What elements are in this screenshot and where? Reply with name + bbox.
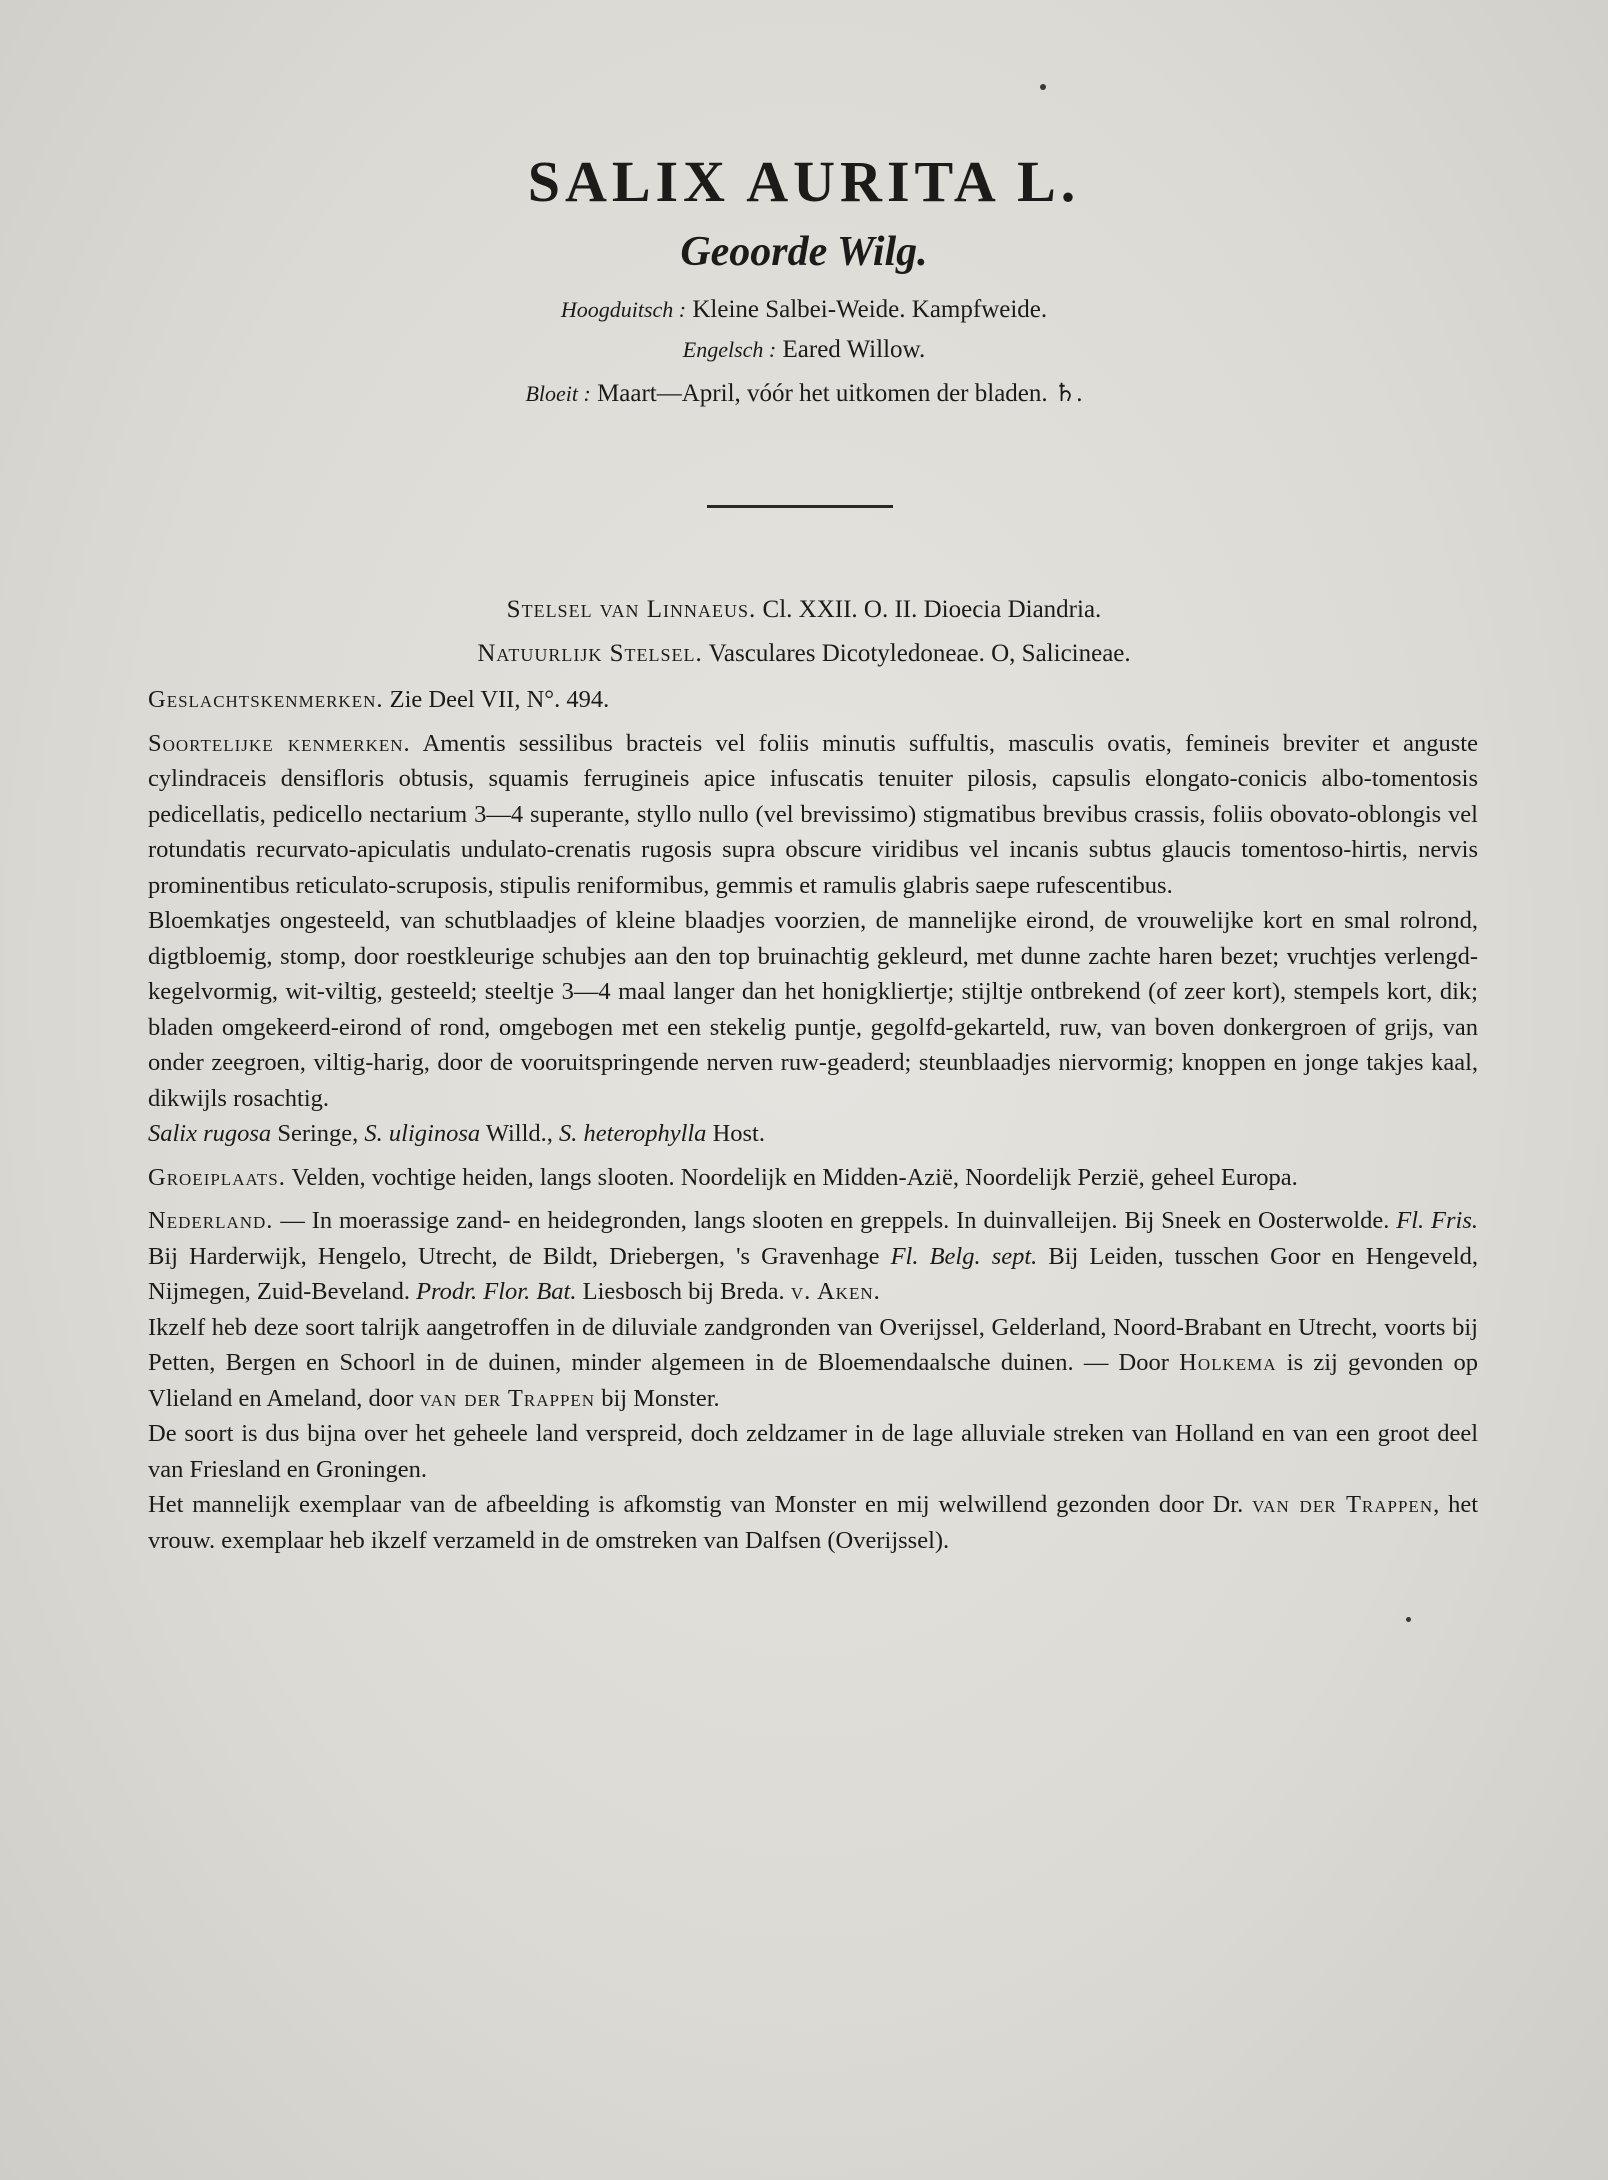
species-value: Amentis sessilibus bracteis vel foliis minutis suffultis, masculis ovatis, femineis breviter et anguste cylindraceis densifloris obtusis, squamis ferrugineis apice infuscatis tenuiter pilosis, capsulis elongato-conicis albo-tomentosis pedicellatis, pedicello nectarium 3—4 superante, styllo nullo (vel brevissimo) stigmatibus brevibus crassis, foliis obovato-oblongis vel rotundatis recurvato-apiculatis undulato-crenatis rugosis supra obscure viridibus vel incanis subtus glaucis tomentoso-hirtis, nervis prominentibus reticulato-scruposis, stipulis reniformibus, gemmis et ramulis glabris saepe rufescentibus.	[148, 729, 1478, 899]
observation-text-2: is zij gevonden op Vlieland en Ameland, door	[148, 1349, 1479, 1412]
reference-fl-fris: Fl. Fris.	[1396, 1207, 1479, 1234]
linnaeus-value: Cl. XXII. O. II. Dioecia Diandria.	[762, 596, 1102, 623]
synonym-3: S. heterophylla	[559, 1120, 707, 1147]
reference-prodr: Prodr. Flor. Bat.	[416, 1278, 577, 1305]
page-subtitle: Geoorde Wilg.	[680, 229, 928, 275]
person-van-der-trappen: van der Trappen	[419, 1384, 596, 1412]
synonym-1-author: Seringe,	[277, 1120, 359, 1147]
netherlands-text-4: Liesbosch bij Breda.	[582, 1278, 785, 1305]
netherlands-paragraph	[148, 1203, 1478, 1310]
bloom-value: Maart—April, vóór het uitkomen der bladen. ♄.	[597, 380, 1083, 407]
natural-system-line	[0, 640, 1608, 668]
genus-label: Geslachtskenmerken.	[148, 686, 384, 713]
habitat-paragraph	[148, 1160, 1478, 1196]
english-value: Eared Willow.	[782, 336, 926, 363]
genus-paragraph	[148, 682, 1478, 718]
distribution-paragraph: De soort is dus bijna over het geheele land verspreid, doch zeldzamer in de lage alluviale streken van Holland en van een groot deel van Friesland en Groningen.	[148, 1420, 1478, 1483]
paper-speck	[1040, 84, 1046, 90]
netherlands-text-2: Bij Harderwijk, Hengelo, Utrecht, de Bildt, Driebergen, 's Gravenhage	[148, 1242, 880, 1270]
section-divider	[707, 505, 893, 508]
habitat-value: Velden, vochtige heiden, langs slooten. Noordelijk en Midden-Azië, Noordelijk Perzië, geheel Europa.	[291, 1163, 1298, 1191]
german-name-line	[0, 296, 1608, 324]
specimen-text-2: , het vrouw. exemplaar heb ikzelf verzameld in de omstreken van Dalfsen (Overijssel).	[148, 1491, 1479, 1554]
genus-value: Zie Deel VII, N°. 494.	[389, 686, 610, 713]
observation-paragraph	[148, 1310, 1478, 1417]
specimen-paragraph	[148, 1487, 1478, 1558]
reference-fl-belg: Fl. Belg. sept.	[890, 1242, 1038, 1270]
specimen-person: van der Trappen	[1252, 1491, 1434, 1518]
description-paragraph: Bloemkatjes ongesteeld, van schutblaadjes of kleine blaadjes voorzien, de mannelijke eirond, de vrouwelijke kort en smal rolrond, digtbloemig, stomp, door roestkleurige schubjes aan den top bruinachtig gekleurd, met dunne zachte haren bezet; vruchtjes verlengd-kegelvormig, wit-viltig, gesteeld; steeltje 3—4 maal langer dan het honigkliertje; stijltje ontbrekend (of zeer kort), stempels kort, dik; bladen omgekeerd-eirond of rond, omgebogen met een stekelig puntje, gegolfd-gekarteld, ruw, van boven donkergroen of grijs, van onder zeegroen, viltig-harig, door de vooruitspringende nerven ruw-geaderd; steunblaadjes niervormig; knoppen en jonge takjes kaal, dikwijls rosachtig.	[148, 907, 1478, 1112]
german-value: Kleine Salbei-Weide. Kampfweide.	[692, 296, 1048, 323]
english-label: Engelsch :	[682, 337, 777, 362]
linnaeus-system-line	[0, 596, 1608, 624]
paper-speck	[1406, 1617, 1411, 1622]
synonym-3-author: Host.	[712, 1120, 765, 1147]
species-label: Soortelijke kenmerken.	[148, 729, 411, 757]
observation-text-3: bij Monster.	[601, 1384, 720, 1412]
person-holkema: Holkema	[1179, 1349, 1277, 1376]
english-name-line	[0, 336, 1608, 364]
german-label: Hoogduitsch :	[560, 297, 687, 322]
reference-aken: v. Aken.	[790, 1278, 881, 1305]
body-text	[148, 682, 1478, 1558]
netherlands-text-3: Bij Leiden, tusschen Goor en Hengeveld, Nijmegen, Zuid-Beveland.	[148, 1242, 1479, 1305]
netherlands-text-1: — In moerassige zand- en heidegronden, langs slooten en greppels. In duinvalleijen. Bij Sneek en Oosterwolde.	[280, 1207, 1390, 1234]
linnaeus-label: Stelsel van Linnaeus.	[506, 596, 757, 623]
synonym-1: Salix rugosa	[148, 1120, 272, 1147]
observation-text-1: Ikzelf heb deze soort talrijk aangetroffen in de diluviale zandgronden van Overijssel, Gelderland, Noord-Brabant en Utrecht, voorts bij Petten, Bergen en Schoorl in de duinen, minder algemeen in de Bloemendaalsche duinen. — Door	[148, 1313, 1478, 1376]
synonym-2-author: Willd.,	[485, 1120, 553, 1147]
synonym-2: S. uliginosa	[364, 1120, 481, 1147]
netherlands-label: Nederland.	[148, 1207, 274, 1234]
species-paragraph	[148, 726, 1478, 904]
natural-label: Natuurlijk Stelsel.	[477, 640, 703, 667]
habitat-label: Groeiplaats.	[148, 1163, 286, 1191]
synonyms-paragraph	[148, 1116, 1478, 1152]
bloom-line	[0, 378, 1608, 408]
bloom-label: Bloeit :	[525, 381, 591, 406]
natural-value: Vasculares Dicotyledoneae. O, Salicineae.	[708, 640, 1131, 667]
specimen-text-1: Het mannelijk exemplaar van de afbeelding is afkomstig van Monster en mij welwillend gezonden door Dr.	[148, 1491, 1244, 1518]
page-title: SALIX AURITA L.	[527, 149, 1081, 214]
